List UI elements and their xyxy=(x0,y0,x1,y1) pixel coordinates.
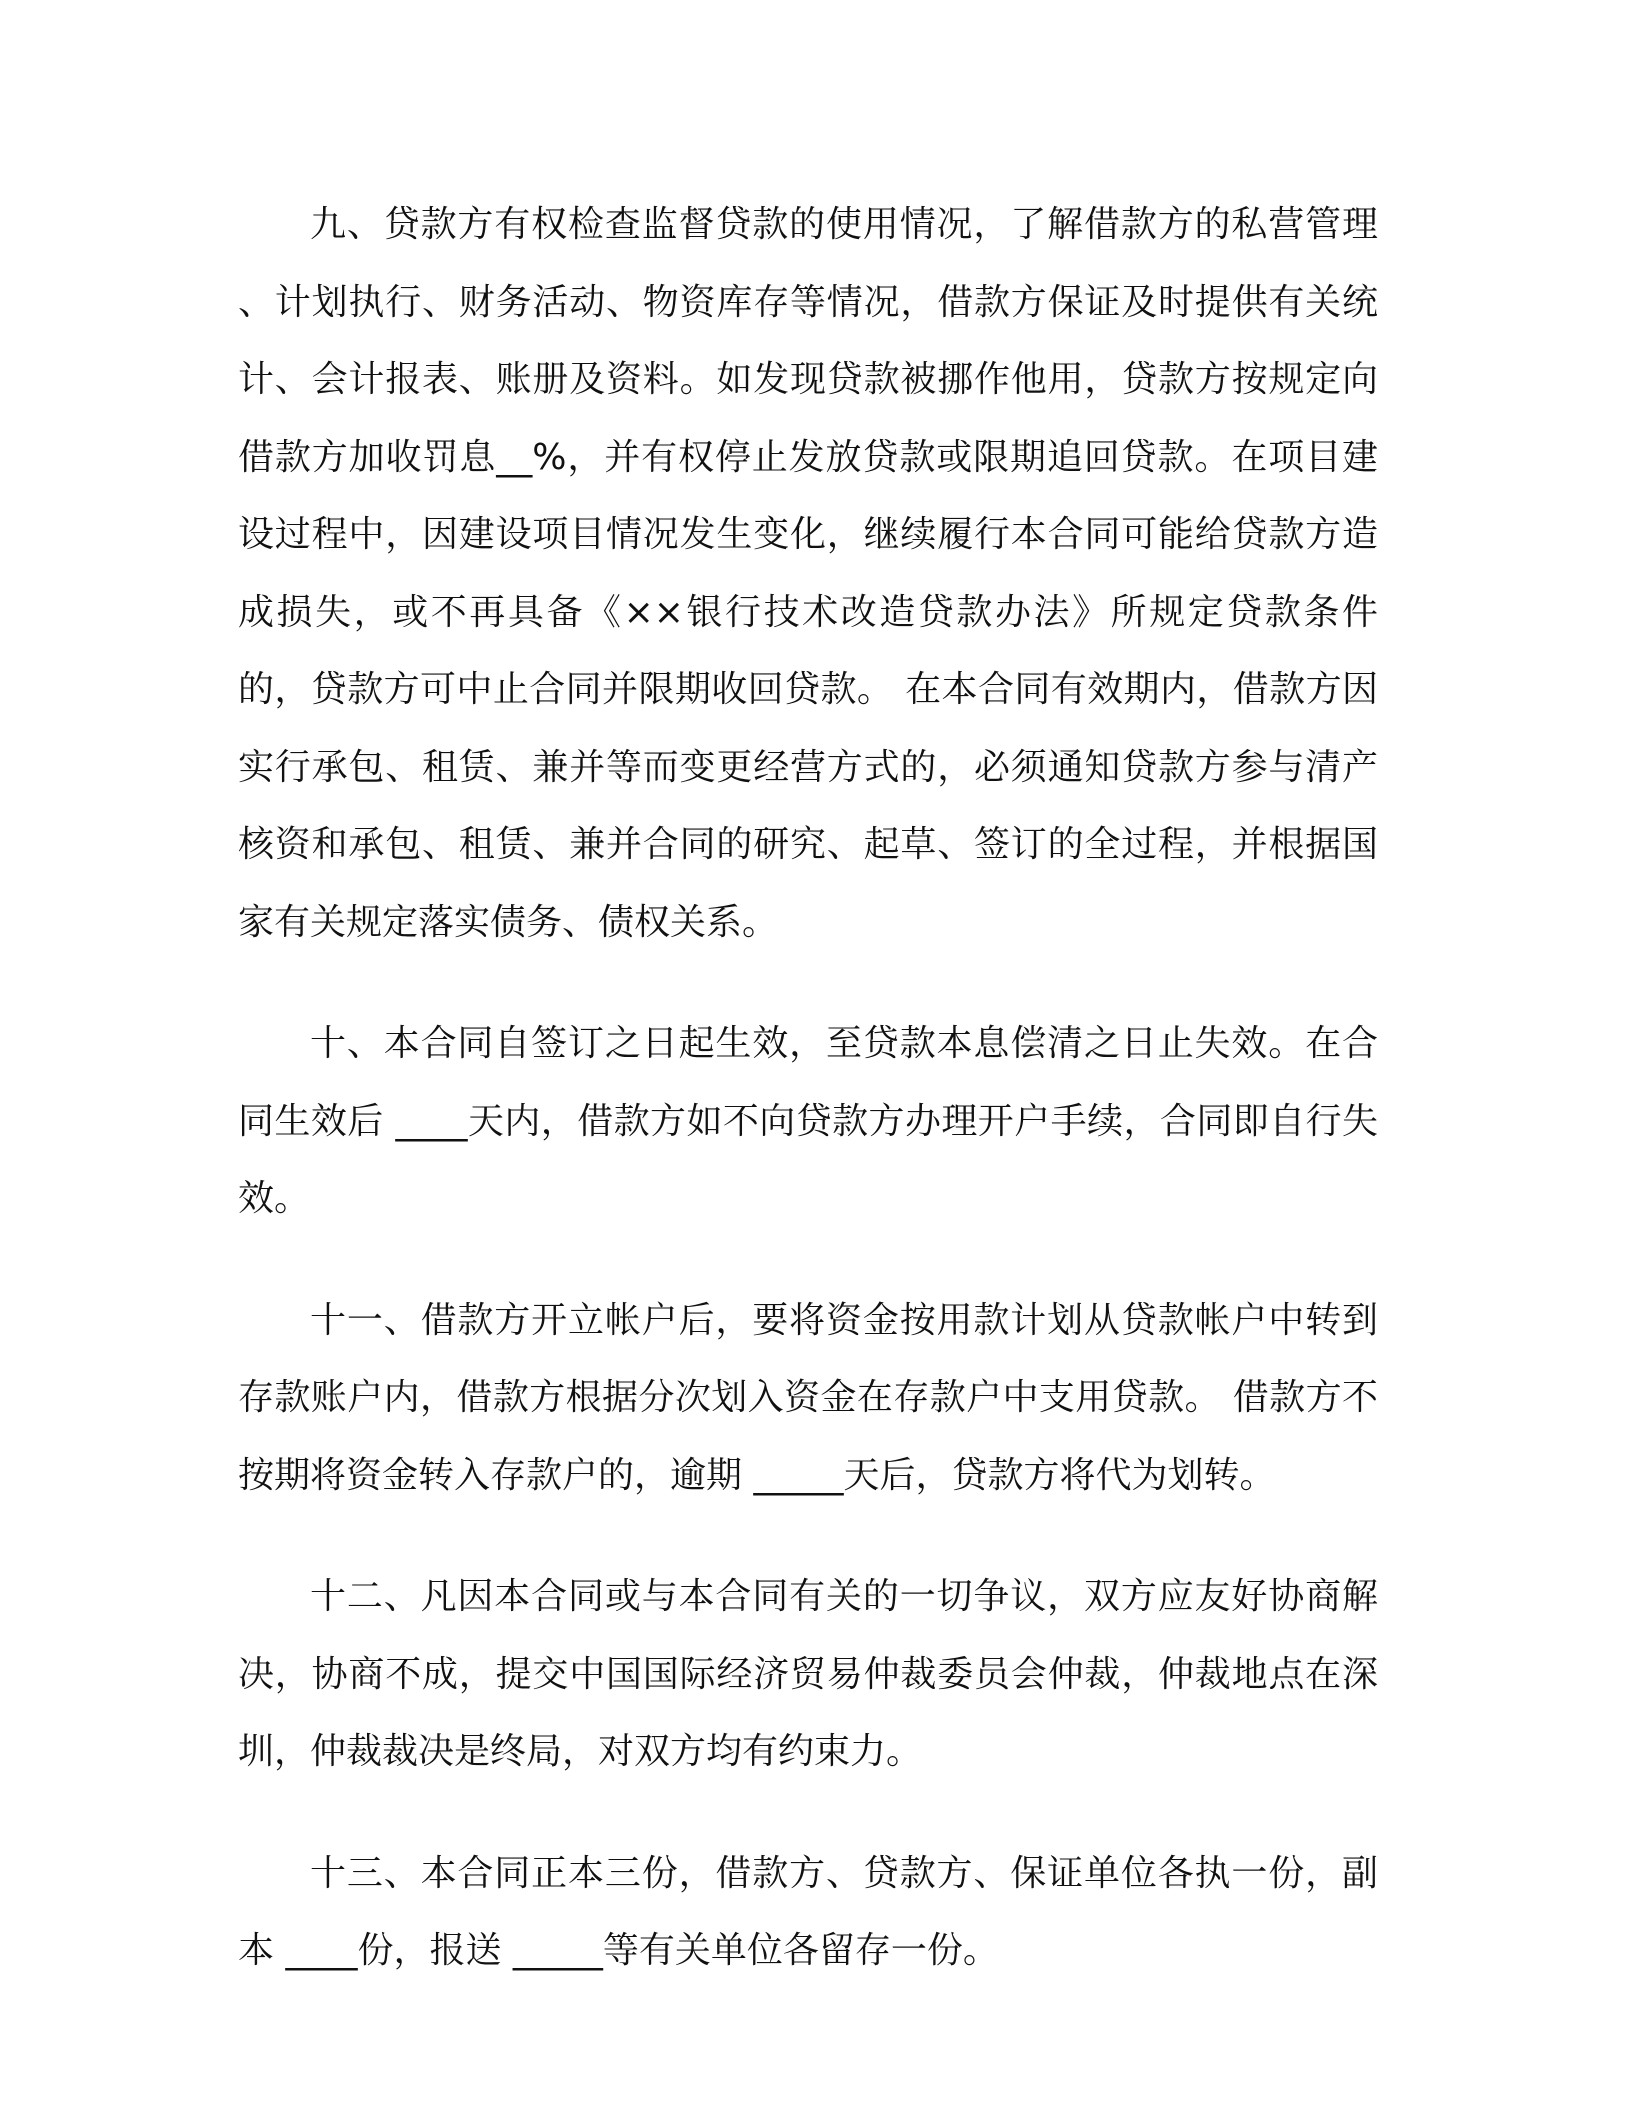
clause-10-paragraph: 十、本合同自签订之日起生效，至贷款本息偿清之日止失效。在合同生效后 ____天内，借款方如不向贷款方办理开户手续，合同即自行失效。 xyxy=(238,1023,1378,1219)
clause-12-paragraph: 十二、凡因本合同或与本合同有关的一切争议，双方应友好协商解决，协商不成，提交中国国际经济贸易仲裁委员会仲裁，仲裁地点在深圳，仲裁裁决是终局，对双方均有约束力。 xyxy=(238,1576,1378,1772)
document-body xyxy=(238,186,1378,2034)
clause-9-paragraph: 九、贷款方有权检查监督贷款的使用情况，了解借款方的私营管理 、计划执行、财务活动、物资库存等情况，借款方保证及时提供有关统计、会计报表、账册及资料。如发现贷款被挪作他用，贷款方按规定向借款方加收罚息__%，并有权停止发放贷款或限期追回贷款。在项目建设过程中，因建设项目情况发生变化，继续履行本合同可能给贷款方造成损失，或不再具备《××银行技术改造贷款办法》所规定贷款条件的，贷款方可中止合同并限期收回贷款。 在本合同有效期内，借款方因实行承包、租赁、兼并等而变更经营方式的，必须通知贷款方参与清产核资和承包、租赁、兼并合同的研究、起草、签订的全过程，并根据国家有关规定落实债务、债权关系。 xyxy=(238,204,1378,943)
clause-13-paragraph: 十三、本合同正本三份，借款方、贷款方、保证单位各执一份，副本 ____份，报送 _____等有关单位各留存一份。 xyxy=(238,1852,1378,1971)
clause-11-paragraph: 十一、借款方开立帐户后，要将资金按用款计划从贷款帐户中转到存款账户内，借款方根据分次划入资金在存款户中支用贷款。 借款方不按期将资金转入存款户的，逾期 _____天后，贷款方将代为划转。 xyxy=(238,1299,1378,1496)
